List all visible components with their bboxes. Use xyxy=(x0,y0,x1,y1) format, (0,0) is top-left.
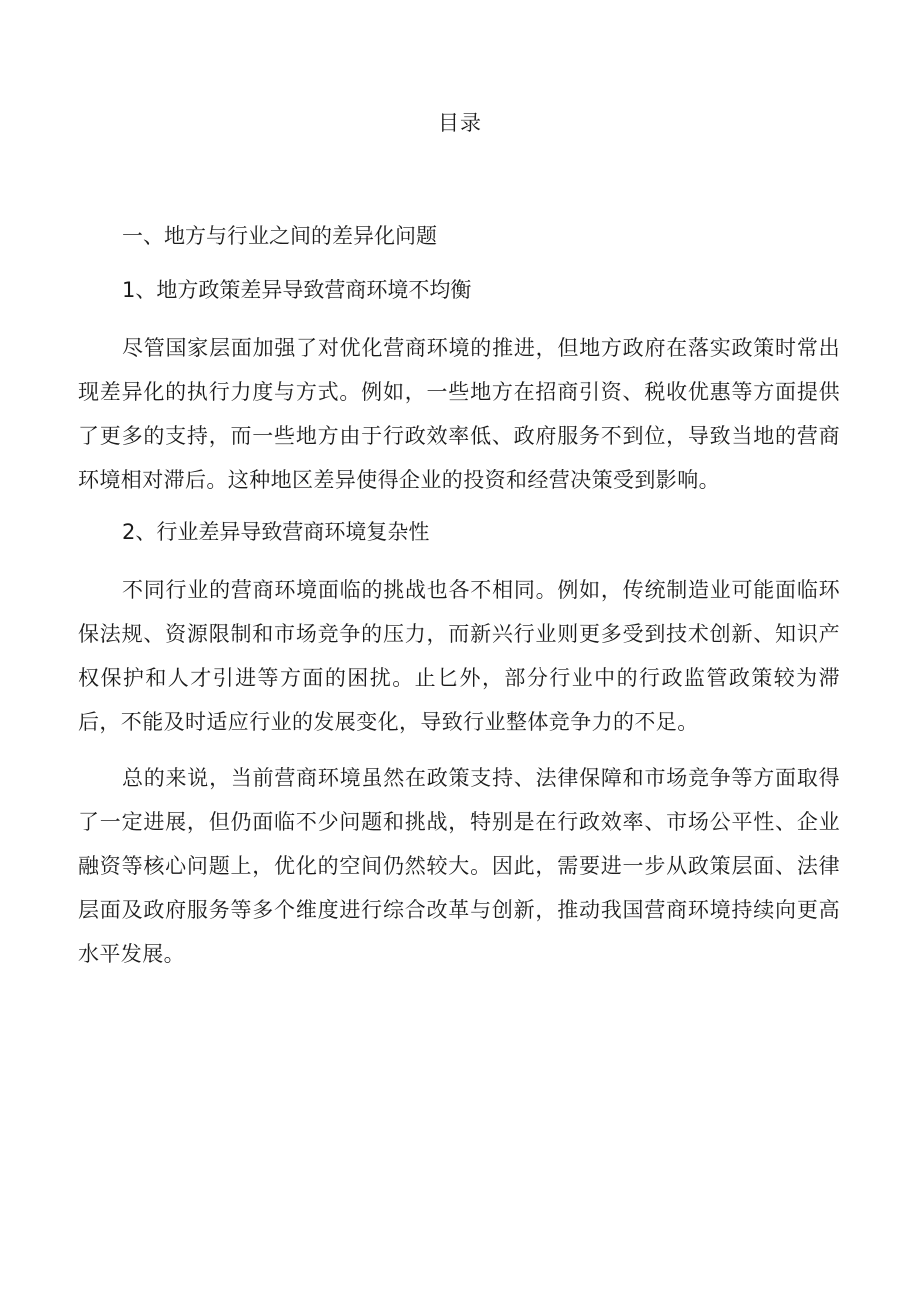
subsection-heading-1: 1、地方政策差异导致营商环境不均衡 xyxy=(122,278,472,302)
paragraph-summary: 总的来说，当前营商环境虽然在政策支持、法律保障和市场竞争等方面取得了一定进展，但仍面临不少问题和挑战，特别是在行政效率、市场公平性、企业融资等核心问题上，优化的空间仍然较大。因此，需要进一步从政策层面、法律层面及政府服务等多个维度进行综合改革与创新，推动我国营商环境持续向更高水平发展。 xyxy=(78,766,840,966)
paragraph-industry-differences: 不同行业的营商环境面临的挑战也各不相同。例如，传统制造业可能面临环保法规、资源限制和市场竞争的压力，而新兴行业则更多受到技术创新、知识产权保护和人才引进等方面的困扰。止匕外，部分行业中的行政监管政策较为滞后，不能及时适应行业的发展变化，导致行业整体竞争力的不足。 xyxy=(78,578,840,734)
section-heading: 一、地方与行业之间的差异化问题 xyxy=(122,224,437,248)
paragraph-regional-differences: 尽管国家层面加强了对优化营商环境的推进，但地方政府在落实政策时常出现差异化的执行力度与方式。例如，一些地方在招商引资、税收优惠等方面提供了更多的支持，而一些地方由于行政效率低、政府服务不到位，导致当地的营商环境相对滞后。这种地区差异使得企业的投资和经营决策受到影响。 xyxy=(78,336,840,492)
toc-title: 目录 xyxy=(438,111,482,135)
document-body xyxy=(78,218,840,988)
subsection-heading-2: 2、行业差异导致营商环境复杂性 xyxy=(122,520,430,544)
